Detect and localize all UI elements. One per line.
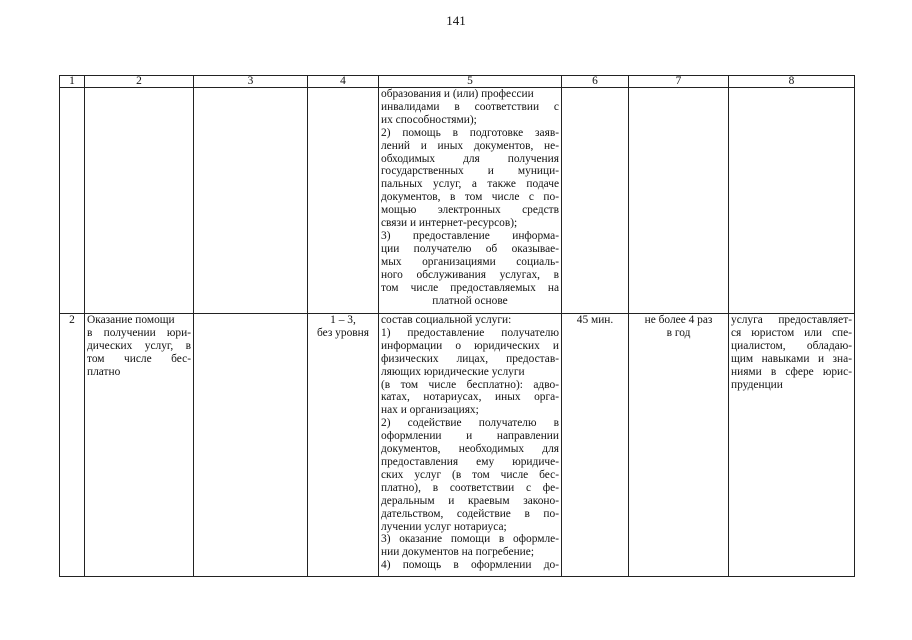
conditions-cell [729,314,855,577]
description-line: лучении услуг нотариуса; [381,520,507,533]
description-line: связи и интернет-ресурсов); [381,217,518,230]
description-line: государственных и муници- [381,165,559,178]
service-name-line: платно [87,365,121,378]
conditions-line: пруденции [731,378,783,391]
column-number-8: 8 [729,76,855,88]
conditions-cell [729,88,855,314]
table-row [60,314,855,577]
description-line: катах, нотариусах, иных орга- [381,391,559,404]
description-line: (в том числе бесплатно): адво- [381,378,559,391]
description-line: платно), в соответствии с фе- [381,481,559,494]
description-line: предоставления ему юридиче- [381,455,559,468]
row-number-cell: 2 [60,314,85,577]
row-number-cell [60,88,85,314]
column-number-3: 3 [194,76,308,88]
description-line: нах и организациях; [381,404,479,417]
duration-cell [562,314,629,577]
duration-value: 45 мин. [576,314,614,326]
description-line: 4) помощь в оформлении до- [381,559,559,572]
column-number-row [60,76,855,88]
services-table [59,75,855,577]
description-line: информации о юридических и [381,339,559,352]
level-cell [308,314,379,577]
frequency-cell [629,314,729,577]
duration-cell [562,88,629,314]
description-line: нии документов на погребение; [381,546,534,559]
description-line: ции получателю об оказывае- [381,242,559,255]
empty-cell [194,88,308,314]
column-number-2: 2 [85,76,194,88]
description-line: том числе предоставляемых на [381,281,559,294]
description-line: документов, в том числе с по- [381,191,559,204]
column-number-5: 5 [379,76,562,88]
description-line: пальных услуг, а также подаче [381,178,559,191]
column-number-4: 4 [308,76,379,88]
description-line: инвалидами в соответствии с [381,100,559,113]
level-line: 1 – 3, [330,314,356,326]
description-line: лений и иных документов, не- [381,139,559,152]
description-line: документов, необходимых для [381,443,559,456]
conditions-line: циалистом, обладаю- [731,339,852,352]
service-name-cell [85,88,194,314]
description-line: ляющих юридические услуги [381,365,525,378]
description-line: образования и (или) профессии [381,88,534,100]
conditions-line: ниями в сфере юрис- [731,365,852,378]
column-number-6: 6 [562,76,629,88]
description-line: их способностями); [381,113,477,126]
page-number: 141 [446,13,466,28]
service-name-line: дических услуг, в [87,339,191,352]
description-line: ских услуг (в том числе бес- [381,468,559,481]
service-name-line: том числе бес- [87,352,191,365]
conditions-line: щим навыками и зна- [731,352,852,365]
description-line: мощью электронных средств [381,204,559,217]
description-line: 3) предоставление информа- [381,229,559,242]
level-cell [308,88,379,314]
column-number-1: 1 [60,76,85,88]
service-description-cell [379,88,562,314]
description-line: деральным и краевым законо- [381,494,559,507]
conditions-line: услуга предоставляет- [731,314,852,326]
description-line: состав социальной услуги: [381,314,512,326]
description-line: ного обслуживания услугах, в [381,268,559,281]
description-line: 3) оказание помощи в оформле- [381,533,559,546]
description-line: физических лицах, предостав- [381,352,559,365]
empty-cell [194,314,308,577]
description-line: 2) помощь в подготовке заяв- [381,126,559,139]
service-name-line: в получении юри- [87,326,191,339]
conditions-line: ся юристом или спе- [731,326,852,339]
column-number-7: 7 [629,76,729,88]
description-line: оформлении и направлении [381,430,559,443]
frequency-line: не более 4 раз [644,314,713,326]
service-name-line: Оказание помощи [87,314,175,326]
level-line: без уровня [317,326,369,339]
description-line: платной основе [432,294,508,307]
description-line: обходимых для получения [381,152,559,165]
description-line: мых организациями социаль- [381,255,559,268]
frequency-cell [629,88,729,314]
service-description-cell [379,314,562,577]
service-name-cell [85,314,194,577]
frequency-line: в год [666,326,691,339]
table-row [60,88,855,314]
description-line: дательством, содействие в по- [381,507,559,520]
description-line: 1) предоставление получателю [381,326,559,339]
description-line: 2) содействие получателю в [381,417,559,430]
